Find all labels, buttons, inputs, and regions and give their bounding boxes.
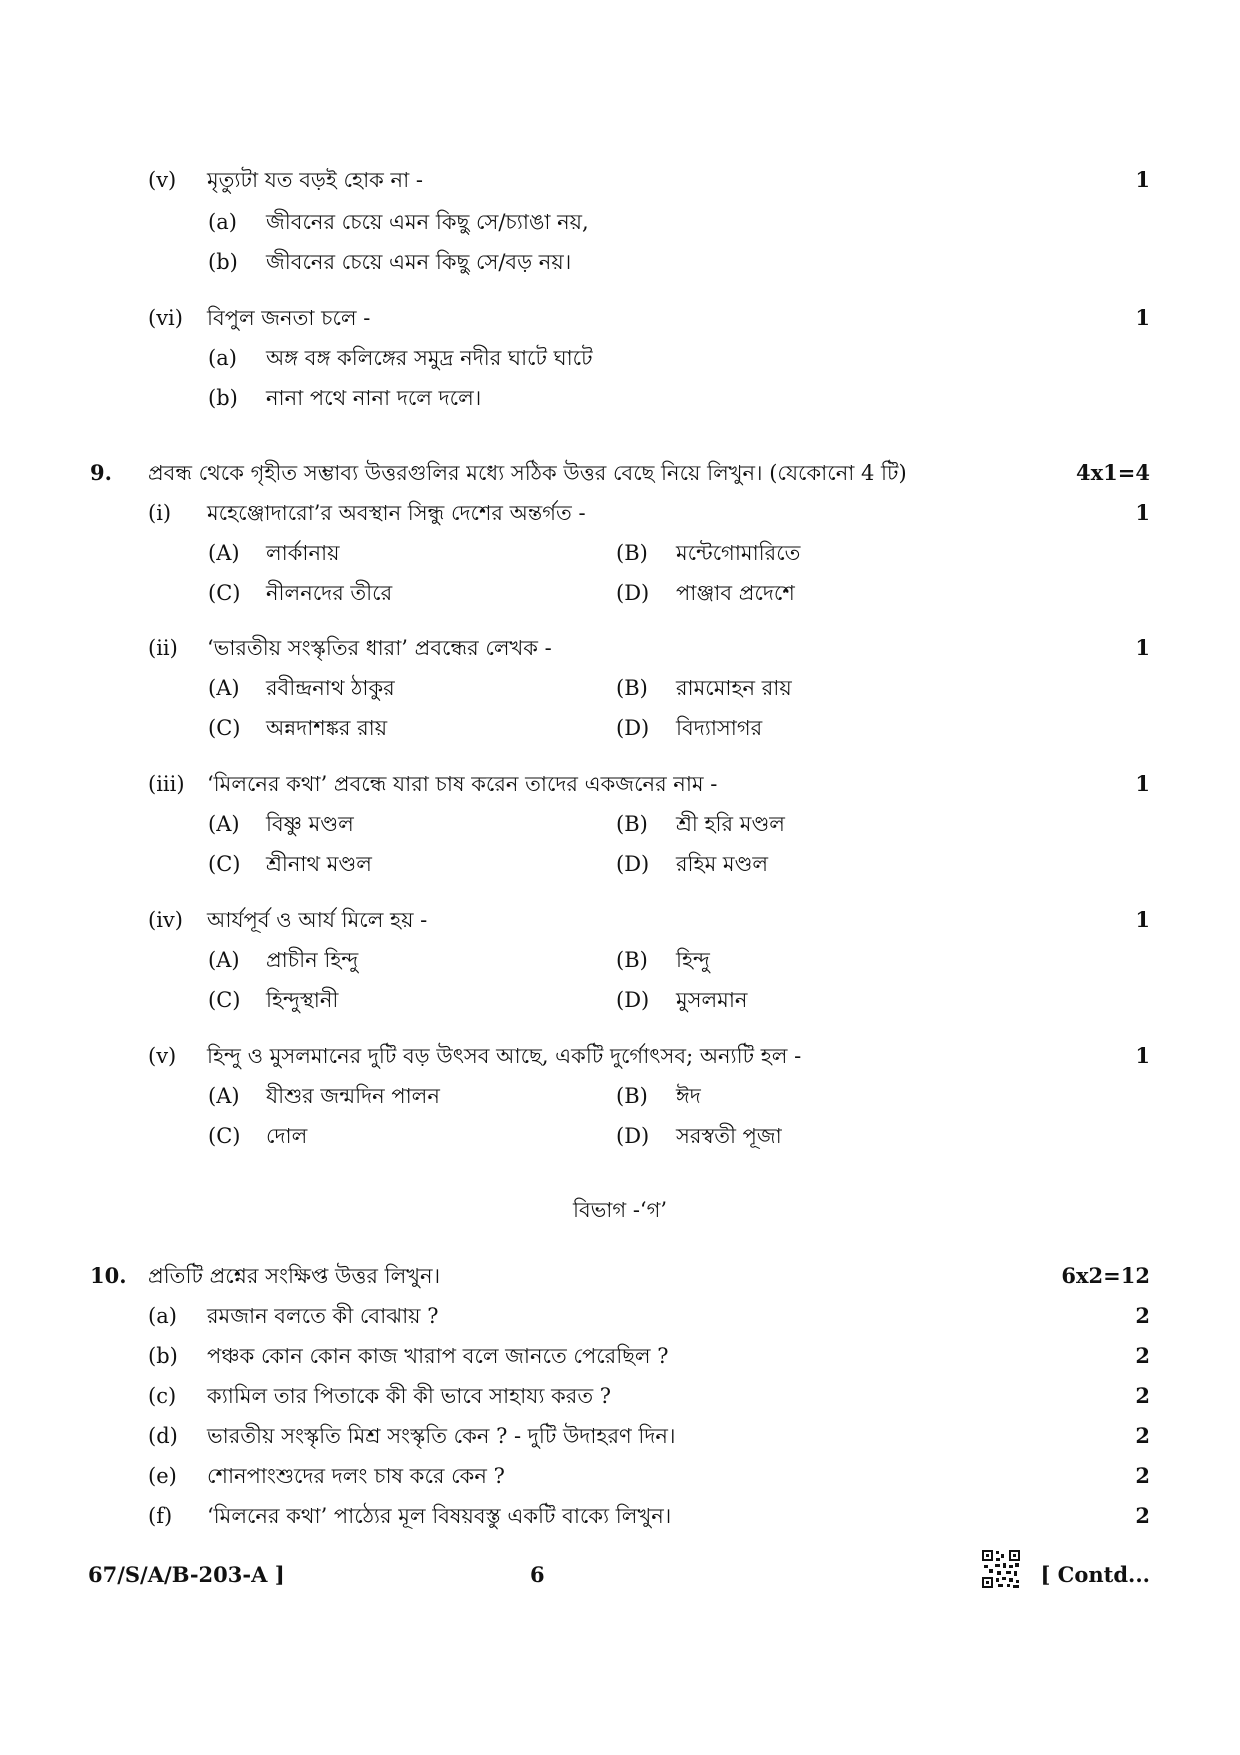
option-text: জীবনের চেয়ে এমন কিছু সে/বড় নয়। (266, 250, 572, 274)
item-marks: 2 (1135, 1463, 1150, 1488)
item-text: ভারতীয় সংস্কৃতি মিশ্র সংস্কৃতি কেন ? - দুটি উদাহরণ দিন। (207, 1424, 676, 1448)
item-text: ‘মিলনের কথা’ প্রবন্ধে যারা চাষ করেন তাদের একজনের নাম - (207, 772, 718, 796)
option-b: মন্টেগোমারিতে (676, 541, 801, 565)
item-number: (e) (148, 1464, 177, 1488)
item-number: (v) (148, 1044, 177, 1068)
option-a: প্রাচীন হিন্দু (266, 948, 359, 972)
item-number: (iv) (148, 908, 183, 932)
option-label-c: (C) (208, 1124, 241, 1148)
item-text: ক্যামিল তার পিতাকে কী কী ভাবে সাহায্য করত ? (207, 1384, 612, 1408)
option-text: নানা পথে নানা দলে দলে। (266, 386, 482, 410)
option-label-d: (D) (616, 852, 650, 876)
qr-code-icon (981, 1549, 1021, 1589)
item-number: (d) (148, 1424, 178, 1448)
option-c: শ্রীনাথ মণ্ডল (266, 852, 372, 876)
option-b: ঈদ (676, 1084, 701, 1108)
option-a: যীশুর জন্মদিন পালন (266, 1084, 440, 1108)
option-text: জীবনের চেয়ে এমন কিছু সে/চ্যাঙা নয়, (266, 210, 589, 234)
item-text: হিন্দু ও মুসলমানের দুটি বড় উৎসব আছে, একটি দুর্গোৎসব; অন্যটি হল - (207, 1044, 802, 1068)
item-marks: 2 (1135, 1343, 1150, 1368)
option-label-d: (D) (616, 1124, 650, 1148)
item-text: মহেঞ্জোদারো’র অবস্থান সিন্ধু দেশের অন্তর্গত - (207, 501, 586, 525)
option-label: (b) (208, 386, 238, 410)
item-marks: 1 (1135, 771, 1150, 796)
option-label-a: (A) (208, 541, 240, 565)
option-label: (a) (208, 346, 237, 370)
question-text: প্রবন্ধ থেকে গৃহীত সম্ভাব্য উত্তরগুলির মধ্যে সঠিক উত্তর বেছে নিয়ে লিখুন। (যেকোনো 4 টি) (148, 461, 907, 485)
item-text: আর্যপূর্ব ও আর্য মিলে হয় - (207, 908, 428, 932)
option-label-d: (D) (616, 581, 650, 605)
option-label-a: (A) (208, 948, 240, 972)
option-a: রবীন্দ্রনাথ ঠাকুর (266, 676, 395, 700)
item-text: ‘মিলনের কথা’ পাঠ্যের মূল বিষয়বস্তু একটি বাক্যে লিখুন। (207, 1504, 672, 1528)
item-marks: 2 (1135, 1423, 1150, 1448)
paper-code: 67/S/A/B-203-A ] (88, 1562, 285, 1587)
option-d: বিদ্যাসাগর (676, 716, 763, 740)
option-label-b: (B) (616, 812, 648, 836)
option-d: রহিম মণ্ডল (676, 852, 769, 876)
option-c: অন্নদাশঙ্কর রায় (266, 716, 388, 740)
option-text: অঙ্গ বঙ্গ কলিঙ্গের সমুদ্র নদীর ঘাটে ঘাটে (266, 346, 593, 370)
item-text: মৃত্যুটা যত বড়ই হোক না - (207, 168, 423, 192)
item-number: (v) (148, 168, 177, 192)
option-label-a: (A) (208, 1084, 240, 1108)
option-label-c: (C) (208, 988, 241, 1012)
question-text: প্রতিটি প্রশ্নের সংক্ষিপ্ত উত্তর লিখুন। (148, 1264, 441, 1288)
option-label-c: (C) (208, 716, 241, 740)
item-marks: 1 (1135, 1043, 1150, 1068)
option-label-a: (A) (208, 812, 240, 836)
option-label-d: (D) (616, 988, 650, 1012)
option-d: সরস্বতী পূজা (676, 1124, 782, 1148)
item-marks: 1 (1135, 635, 1150, 660)
item-marks: 2 (1135, 1383, 1150, 1408)
item-number: (a) (148, 1304, 177, 1328)
option-a: বিষ্ণু মণ্ডল (266, 812, 354, 836)
option-label-a: (A) (208, 676, 240, 700)
item-number: (c) (148, 1384, 177, 1408)
option-d: মুসলমান (676, 988, 748, 1012)
item-number: (iii) (148, 772, 185, 796)
option-label-c: (C) (208, 852, 241, 876)
question-number: 9. (90, 460, 112, 485)
option-b: শ্রী হরি মণ্ডল (676, 812, 785, 836)
option-c: দোল (266, 1124, 308, 1148)
item-number: (i) (148, 501, 172, 525)
item-number: (b) (148, 1344, 178, 1368)
option-label-d: (D) (616, 716, 650, 740)
option-label: (a) (208, 210, 237, 234)
item-marks: 1 (1135, 167, 1150, 192)
item-text: শোনপাংশুদের দলং চাষ করে কেন ? (207, 1464, 505, 1488)
option-a: লার্কানায় (266, 541, 340, 565)
option-c: নীলনদের তীরে (266, 581, 393, 605)
page-number: 6 (530, 1562, 545, 1587)
option-b: হিন্দু (676, 948, 710, 972)
option-b: রামমোহন রায় (676, 676, 792, 700)
item-text: বিপুল জনতা চলে - (207, 306, 371, 330)
question-number: 10. (90, 1263, 127, 1288)
item-number: (f) (148, 1504, 173, 1528)
option-label-b: (B) (616, 948, 648, 972)
option-c: হিন্দুস্থানী (266, 988, 339, 1012)
option-label: (b) (208, 250, 238, 274)
item-marks: 2 (1135, 1303, 1150, 1328)
item-marks: 2 (1135, 1503, 1150, 1528)
item-text: পঞ্চক কোন কোন কাজ খারাপ বলে জানতে পেরেছিল ? (207, 1344, 669, 1368)
question-marks: 6x2=12 (1061, 1263, 1150, 1288)
option-d: পাঞ্জাব প্রদেশে (676, 581, 795, 605)
option-label-b: (B) (616, 541, 648, 565)
item-marks: 1 (1135, 305, 1150, 330)
option-label-b: (B) (616, 1084, 648, 1108)
option-label-b: (B) (616, 676, 648, 700)
continued-label: [ Contd... (1040, 1562, 1150, 1587)
item-marks: 1 (1135, 500, 1150, 525)
item-text: ‘ভারতীয় সংস্কৃতির ধারা’ প্রবন্ধের লেখক - (207, 636, 552, 660)
option-label-c: (C) (208, 581, 241, 605)
question-marks: 4x1=4 (1076, 460, 1150, 485)
item-marks: 1 (1135, 907, 1150, 932)
item-text: রমজান বলতে কী বোঝায় ? (207, 1304, 439, 1328)
item-number: (vi) (148, 306, 183, 330)
item-number: (ii) (148, 636, 178, 660)
section-title: বিভাগ -‘গ’ (572, 1198, 668, 1222)
